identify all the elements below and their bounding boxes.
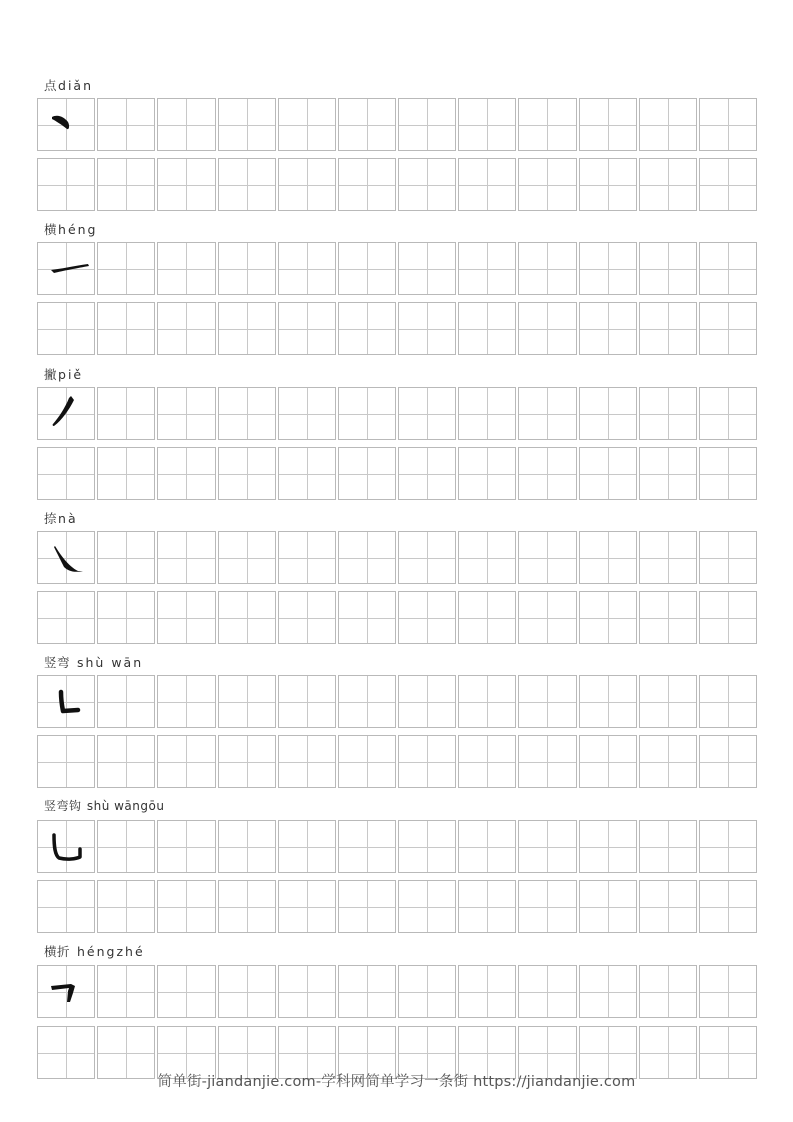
tianzige-cell (458, 531, 516, 584)
stroke-pinyin: shù wān (71, 655, 144, 670)
tianzige-cell (579, 98, 637, 151)
tianzige-cell (579, 387, 637, 440)
tianzige-cell (97, 880, 155, 933)
stroke-label (44, 365, 83, 383)
tianzige-cell (338, 820, 396, 873)
stroke-hanzi: 点 (44, 78, 58, 93)
tianzige-cell (398, 387, 456, 440)
tianzige-cell (218, 880, 276, 933)
tianzige-cell (278, 965, 336, 1018)
tianzige-cell (398, 531, 456, 584)
shuwangou-vertical-bend-hook-stroke-icon (38, 821, 96, 872)
tianzige-cell (97, 531, 155, 584)
tianzige-cell (37, 820, 95, 873)
tianzige-cell (97, 242, 155, 295)
stroke-pinyin: nà (58, 511, 78, 526)
tianzige-cell (37, 302, 95, 355)
tianzige-cell (157, 98, 215, 151)
tianzige-cell (338, 880, 396, 933)
practice-row-2 (37, 302, 757, 355)
stroke-pinyin: piě (58, 367, 84, 382)
tianzige-cell (278, 820, 336, 873)
practice-row-1 (37, 531, 757, 584)
stroke-label (44, 797, 164, 814)
tianzige-cell (97, 591, 155, 644)
tianzige-cell (278, 98, 336, 151)
tianzige-cell (97, 387, 155, 440)
stroke-label (44, 653, 143, 671)
tianzige-cell (699, 675, 757, 728)
practice-row-1 (37, 242, 757, 295)
tianzige-cell (458, 820, 516, 873)
tianzige-cell (639, 820, 697, 873)
tianzige-cell (699, 387, 757, 440)
tianzige-cell (338, 531, 396, 584)
tianzige-cell (338, 242, 396, 295)
tianzige-cell (699, 820, 757, 873)
tianzige-cell (37, 447, 95, 500)
stroke-label (44, 942, 145, 960)
tianzige-cell (579, 735, 637, 788)
tianzige-cell (699, 242, 757, 295)
tianzige-cell (639, 675, 697, 728)
tianzige-cell (699, 965, 757, 1018)
tianzige-cell (157, 880, 215, 933)
tianzige-cell (157, 447, 215, 500)
tianzige-cell (97, 302, 155, 355)
tianzige-cell (278, 591, 336, 644)
tianzige-cell (458, 735, 516, 788)
tianzige-cell (518, 158, 576, 211)
stroke-pinyin: héng (58, 222, 98, 237)
tianzige-cell (157, 531, 215, 584)
tianzige-cell (218, 98, 276, 151)
tianzige-cell (37, 591, 95, 644)
tianzige-cell (639, 965, 697, 1018)
tianzige-cell (97, 158, 155, 211)
tianzige-cell (157, 675, 215, 728)
tianzige-cell (518, 965, 576, 1018)
stroke-hanzi: 撇 (44, 367, 58, 382)
tianzige-cell (458, 880, 516, 933)
tianzige-cell (218, 387, 276, 440)
tianzige-cell (278, 880, 336, 933)
practice-row-2 (37, 735, 757, 788)
tianzige-cell (518, 531, 576, 584)
tianzige-cell (458, 302, 516, 355)
tianzige-cell (458, 675, 516, 728)
tianzige-cell (518, 387, 576, 440)
tianzige-cell (639, 302, 697, 355)
practice-row-1 (37, 965, 757, 1018)
tianzige-cell (218, 675, 276, 728)
tianzige-cell (218, 820, 276, 873)
tianzige-cell (579, 820, 637, 873)
tianzige-cell (398, 820, 456, 873)
stroke-label (44, 220, 98, 238)
tianzige-cell (579, 447, 637, 500)
stroke-label (44, 76, 93, 94)
tianzige-cell (37, 242, 95, 295)
stroke-hanzi: 竖弯钩 (44, 799, 82, 813)
tianzige-cell (338, 447, 396, 500)
tianzige-cell (398, 591, 456, 644)
tianzige-cell (218, 447, 276, 500)
tianzige-cell (458, 447, 516, 500)
tianzige-cell (398, 302, 456, 355)
tianzige-cell (157, 387, 215, 440)
tianzige-cell (37, 675, 95, 728)
tianzige-cell (338, 98, 396, 151)
tianzige-cell (398, 158, 456, 211)
tianzige-cell (218, 158, 276, 211)
tianzige-cell (639, 242, 697, 295)
tianzige-cell (458, 158, 516, 211)
shuwan-vertical-bend-stroke-icon (38, 676, 96, 727)
tianzige-cell (579, 302, 637, 355)
tianzige-cell (218, 591, 276, 644)
practice-row-2 (37, 591, 757, 644)
tianzige-cell (157, 302, 215, 355)
tianzige-cell (218, 242, 276, 295)
tianzige-cell (639, 98, 697, 151)
tianzige-cell (278, 302, 336, 355)
tianzige-cell (37, 387, 95, 440)
tianzige-cell (579, 880, 637, 933)
tianzige-cell (37, 531, 95, 584)
practice-row-2 (37, 158, 757, 211)
tianzige-cell (398, 880, 456, 933)
tianzige-cell (398, 242, 456, 295)
practice-row-1 (37, 675, 757, 728)
tianzige-cell (398, 735, 456, 788)
tianzige-cell (518, 591, 576, 644)
tianzige-cell (218, 735, 276, 788)
stroke-pinyin: diǎn (58, 78, 94, 93)
tianzige-cell (37, 158, 95, 211)
tianzige-cell (97, 675, 155, 728)
tianzige-cell (639, 880, 697, 933)
tianzige-cell (639, 591, 697, 644)
tianzige-cell (518, 735, 576, 788)
tianzige-cell (458, 242, 516, 295)
tianzige-cell (699, 735, 757, 788)
tianzige-cell (458, 98, 516, 151)
tianzige-cell (278, 242, 336, 295)
tianzige-cell (699, 531, 757, 584)
dian-dot-stroke-icon (38, 99, 96, 150)
stroke-pinyin: shù wāngōu (82, 799, 165, 813)
tianzige-cell (157, 965, 215, 1018)
tianzige-cell (338, 302, 396, 355)
tianzige-cell (518, 820, 576, 873)
tianzige-cell (579, 965, 637, 1018)
tianzige-cell (338, 591, 396, 644)
tianzige-cell (579, 158, 637, 211)
tianzige-cell (699, 98, 757, 151)
tianzige-cell (639, 158, 697, 211)
tianzige-cell (699, 880, 757, 933)
tianzige-cell (97, 447, 155, 500)
tianzige-cell (579, 591, 637, 644)
stroke-hanzi: 横 (44, 222, 58, 237)
tianzige-cell (338, 675, 396, 728)
tianzige-cell (278, 675, 336, 728)
tianzige-cell (458, 965, 516, 1018)
tianzige-cell (518, 880, 576, 933)
tianzige-cell (37, 880, 95, 933)
tianzige-cell (398, 965, 456, 1018)
tianzige-cell (157, 242, 215, 295)
tianzige-cell (218, 531, 276, 584)
tianzige-cell (97, 98, 155, 151)
tianzige-cell (338, 387, 396, 440)
tianzige-cell (639, 387, 697, 440)
tianzige-cell (699, 158, 757, 211)
pie-left-falling-stroke-icon (38, 388, 96, 439)
stroke-hanzi: 竖弯 (44, 655, 71, 670)
tianzige-cell (157, 735, 215, 788)
tianzige-cell (37, 98, 95, 151)
tianzige-cell (278, 447, 336, 500)
tianzige-cell (338, 965, 396, 1018)
tianzige-cell (639, 531, 697, 584)
tianzige-cell (37, 965, 95, 1018)
practice-row-2 (37, 447, 757, 500)
tianzige-cell (157, 158, 215, 211)
na-right-falling-stroke-icon (38, 532, 96, 583)
tianzige-cell (338, 735, 396, 788)
tianzige-cell (278, 158, 336, 211)
tianzige-cell (338, 158, 396, 211)
tianzige-cell (398, 447, 456, 500)
tianzige-cell (699, 591, 757, 644)
tianzige-cell (157, 591, 215, 644)
tianzige-cell (458, 387, 516, 440)
tianzige-cell (579, 242, 637, 295)
stroke-hanzi: 捺 (44, 511, 58, 526)
tianzige-cell (699, 302, 757, 355)
stroke-pinyin: héngzhé (71, 944, 145, 959)
tianzige-cell (518, 675, 576, 728)
tianzige-cell (218, 965, 276, 1018)
practice-row-2 (37, 880, 757, 933)
tianzige-cell (699, 447, 757, 500)
tianzige-cell (157, 820, 215, 873)
footer-watermark: 简单街-jiandanjie.com-学科网简单学习一条街 https://jiandanjie.com (157, 1074, 636, 1090)
tianzige-cell (639, 735, 697, 788)
tianzige-cell (398, 675, 456, 728)
tianzige-cell (518, 302, 576, 355)
tianzige-cell (218, 302, 276, 355)
tianzige-cell (518, 447, 576, 500)
tianzige-cell (518, 98, 576, 151)
stroke-hanzi: 横折 (44, 944, 71, 959)
hengzhe-horizontal-turn-stroke-icon (38, 966, 96, 1017)
tianzige-cell (97, 820, 155, 873)
practice-row-1 (37, 387, 757, 440)
tianzige-cell (97, 965, 155, 1018)
tianzige-cell (278, 387, 336, 440)
tianzige-cell (579, 675, 637, 728)
heng-horizontal-stroke-icon (38, 243, 96, 294)
practice-row-1 (37, 98, 757, 151)
tianzige-cell (278, 531, 336, 584)
tianzige-cell (278, 735, 336, 788)
tianzige-cell (398, 98, 456, 151)
tianzige-cell (579, 531, 637, 584)
tianzige-cell (97, 735, 155, 788)
tianzige-cell (518, 242, 576, 295)
tianzige-cell (37, 735, 95, 788)
practice-row-1 (37, 820, 757, 873)
tianzige-cell (639, 447, 697, 500)
tianzige-cell (458, 591, 516, 644)
stroke-label (44, 509, 78, 527)
